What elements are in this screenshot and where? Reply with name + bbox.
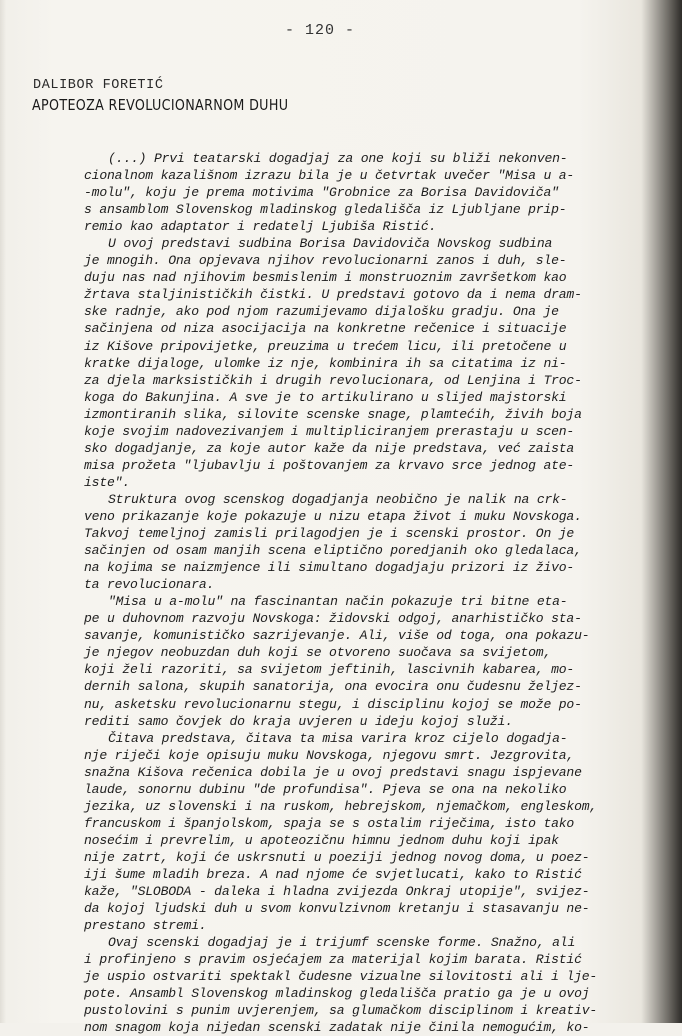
text-line: nosećim i prevrelim, u apoteozičnu himnu jednom duhu koji ipak bbox=[84, 832, 559, 848]
text-line: da kojoj ljudski duh u svom konvulzivnom kretanju i stasavanju ne- bbox=[84, 901, 590, 917]
text-line: je njegov neobuzdan duh koji se otvoreno suočava sa svijetom, bbox=[84, 645, 552, 661]
text-line: iji šume mladih breza. A nad njome će svjetlucati, kako to Ristić bbox=[84, 866, 582, 882]
article-body bbox=[84, 150, 644, 1036]
text-line: izmontiranih slika, silovite scenske snage, plamtećih, živih boja bbox=[84, 406, 582, 422]
text-line: s ansamblom Slovenskog mladinskog gledališča iz Ljubljane prip- bbox=[84, 202, 567, 218]
text-line: rediti samo čovjek do kraja uvjeren u ideju kojoj služi. bbox=[84, 713, 513, 729]
text-line: jezika, uz slovenski i na ruskom, hebrejskom, njemačkom, engleskom, bbox=[84, 798, 598, 814]
text-line: i profinjeno s pravim osjećajem za materijal kojim barata. Ristić bbox=[84, 952, 582, 968]
text-line: sačinjena od niza asocijacija na konkretne rečenice i situacije bbox=[84, 321, 567, 337]
text-line: -molu", koju je prema motivima "Grobnice za Borisa Davidoviča" bbox=[84, 185, 559, 201]
text-line: sko dogadjanje, za koje autor kaže da nije predstava, već zaista bbox=[84, 440, 575, 456]
text-line: nom snagom koja nijedan scenski zadatak nije činila nemogućim, ko- bbox=[84, 1020, 590, 1036]
text-line: pote. Ansambl Slovenskog mladinskog gledališča pratio ga je u ovoj bbox=[84, 986, 590, 1002]
text-line: veno prikazanje koje pokazuje u nizu etapa život i muku Novskoga. bbox=[84, 508, 582, 524]
text-line: pustolovini s punim uvjerenjem, sa glumačkom disciplinom i kreativ- bbox=[84, 1003, 598, 1019]
text-line: savanje, komunističko sazrijevanje. Ali, više od toga, ona pokazu- bbox=[84, 628, 590, 644]
text-line: iste". bbox=[84, 474, 130, 490]
text-line: francuskom i španjolskom, spaja se s ostalim riječima, isto tako bbox=[84, 815, 575, 831]
text-line: žrtava staljinističkih čistki. U predstavi gotovo da i nema dram- bbox=[84, 287, 582, 303]
text-line: (...) Prvi teatarski dogadjaj za one koji su bliži nekonven- bbox=[108, 151, 568, 166]
text-line: cionalnom kazališnom izrazu bila je u četvrtak uvečer "Misa u a- bbox=[84, 168, 575, 184]
text-line: koji želi razoriti, sa svijetom jeftinih, lascivnih kabarea, mo- bbox=[84, 662, 575, 678]
text-line: Struktura ovog scenskog dogadjanja neobično je nalik na crk- bbox=[108, 491, 568, 507]
text-line: kratke dijaloge, ulomke iz nje, kombinira ih sa citatima iz ni- bbox=[84, 355, 567, 371]
text-line: pe u duhovnom razvoju Novskoga: židovski odgoj, anarhističko sta- bbox=[84, 611, 582, 627]
text-line: koje svojim nadovezivanjem i multipliciranjem prerastaju u scen- bbox=[84, 423, 575, 439]
text-line: je mnogih. Ona opjevava njihov revolucionarni zanos i duh, sle- bbox=[84, 253, 567, 269]
text-line: na kojima se naizmjence ili simultano dogadjaju prizori iz živo- bbox=[84, 560, 575, 576]
text-line: misa prožeta "ljubavlju i poštovanjem za krvavo srce jednog ate- bbox=[84, 457, 575, 473]
text-line: Ovaj scenski dogadjaj je i trijumf scenske forme. Snažno, ali bbox=[108, 935, 576, 951]
article-author: DALIBOR FORETIĆ bbox=[33, 78, 164, 93]
page-number: - 120 - bbox=[284, 22, 355, 39]
text-line: laude, sonornu dubinu "de profundisa". Pjeva se ona na nekoliko bbox=[84, 781, 567, 797]
text-line: je uspio ostvariti spektakl čudesne vizualne silovitosti ali i lje- bbox=[84, 969, 598, 985]
text-line: snažna Kišova rečenica dobila je u ovoj predstavi snagu ispjevane bbox=[84, 764, 582, 780]
text-line: koga do Bakunjina. A sve je to artikulirano u slijed majstorski bbox=[84, 389, 567, 405]
text-line: dernih salona, skupih sanatorija, ona evocira onu čudesnu željez- bbox=[84, 679, 582, 695]
text-line: iz Kišove pripovijetke, preuzima u trećem licu, ili pretočene u bbox=[84, 338, 567, 354]
text-line: sačinjen od osam manjih scena eliptično poredjanih oko gledalaca, bbox=[84, 543, 582, 559]
text-line: U ovoj predstavi sudbina Borisa Davidoviča Novskog sudbina bbox=[108, 236, 553, 252]
text-line: duju nas nad njihovim besmislenim i monstruoznim završetkom kao bbox=[84, 270, 567, 286]
text-line: Čitava predstava, čitava ta misa varira kroz cijelo dogadja- bbox=[108, 730, 568, 746]
text-line: kaže, "SLOBODA - daleka i hladna zvijezda Onkraj utopije", svijez- bbox=[84, 884, 590, 900]
text-line: ta revolucionara. bbox=[84, 577, 215, 593]
page-edge-shadow bbox=[0, 0, 6, 1023]
text-line: Takvoj temeljnoj zamisli prilagodjen je i scenski prostor. On je bbox=[84, 526, 575, 542]
text-line: nje riječi koje opisuju muku Novskoga, njegovu smrt. Jezgrovita, bbox=[84, 747, 575, 763]
article-title: APOTEOZA REVOLUCIONARNOM DUHU bbox=[32, 96, 289, 114]
text-line: nu, asketsku revolucionarnu stegu, i disciplinu kojoj se može po- bbox=[84, 696, 582, 712]
text-line: nije zatrt, koji će uskrsnuti u poeziji jednog novog doma, u poez- bbox=[84, 849, 590, 865]
text-line: prestano stremi. bbox=[84, 918, 207, 934]
text-line: ske radnje, ako pod njom razumijevamo dijalošku gradju. Ona je bbox=[84, 304, 559, 320]
text-line: za djela marksističkih i drugih revolucionara, od Lenjina i Troc- bbox=[84, 372, 582, 388]
text-line: "Misa u a-molu" na fascinantan način pokazuje tri bitne eta- bbox=[108, 594, 568, 610]
text-line: remio kao adaptator i redatelj Ljubiša Ristić. bbox=[84, 219, 437, 235]
